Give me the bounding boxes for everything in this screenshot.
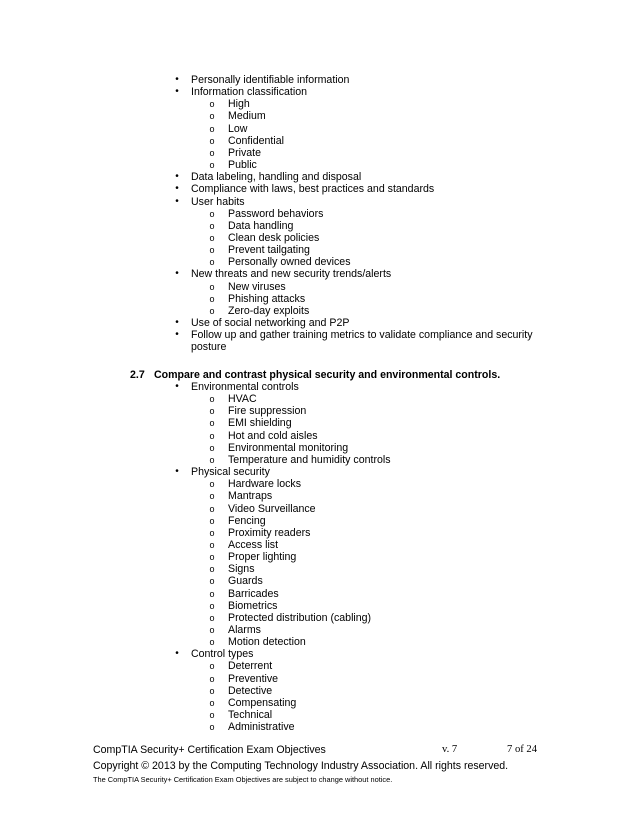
sub-bullet-icon: o [209,576,215,587]
sub-list-item: Fencing [228,514,266,527]
sub-bullet-icon: o [209,442,215,453]
sub-list-item: Barricades [228,587,279,600]
bullet-icon: • [175,317,179,328]
sub-list-item: Protected distribution (cabling) [228,611,372,624]
section-heading: Compare and contrast physical security and environmental controls. [154,369,501,381]
sub-list-item: Zero-day exploits [228,304,310,317]
sub-list-item: Guards [228,575,263,588]
sub-bullet-icon: o [209,135,215,146]
sub-bullet-icon: o [209,637,215,648]
list-item: User habits [191,195,245,208]
bullet-icon: • [175,466,179,478]
sub-list-item: Hardware locks [228,478,302,491]
footer-title: CompTIA Security+ Certification Exam Objectives [93,744,326,756]
list-item: New threats and new security trends/alerts [191,268,392,281]
list-item: Physical security [191,466,270,479]
sub-bullet-icon: o [209,220,215,231]
sub-bullet-icon: o [209,600,215,611]
sub-list-item: Medium [228,110,266,123]
bullet-icon: • [175,195,179,207]
sub-bullet-icon: o [209,539,215,550]
sub-list-item: Proper lighting [228,551,297,564]
sub-bullet-icon: o [209,418,215,429]
sub-bullet-icon: o [209,257,215,268]
sub-bullet-icon: o [209,564,215,575]
list-item: Control types [191,648,254,661]
bullet-icon: • [175,183,179,195]
sub-bullet-icon: o [209,111,215,122]
sub-list-item: Deterrent [228,660,273,673]
sub-list-item: Environmental monitoring [228,441,349,454]
section-number: 2.7 [130,369,145,381]
sub-list-item: Personally owned devices [228,256,351,269]
sub-list-item: Access list [228,538,279,551]
list-item: Compliance with laws, best practices and standards [191,183,435,196]
bullet-icon: • [175,86,179,98]
sub-bullet-icon: o [209,710,215,721]
footer-version: v. 7 [442,744,458,755]
sub-list-item: Confidential [228,134,284,147]
list-item: Use of social networking and P2P [191,317,350,329]
sub-bullet-icon: o [209,430,215,441]
list-item: Data labeling, handling and disposal [191,171,362,184]
bullet-icon: • [175,171,179,183]
sub-bullet-icon: o [209,208,215,219]
sub-list-item: Compensating [228,696,297,709]
sub-list-item: Detective [228,684,273,697]
sub-list-item: Alarms [228,624,261,636]
sub-bullet-icon: o [209,160,215,171]
bullet-icon: • [175,648,179,660]
sub-list-item: Data handling [228,219,294,232]
sub-list-item: Hot and cold aisles [228,429,318,442]
sub-list-item: Proximity readers [228,526,311,539]
bullet-icon: • [175,268,179,280]
bullet-icon: • [175,74,179,85]
sub-bullet-icon: o [209,697,215,708]
sub-bullet-icon: o [209,588,215,599]
list-item: Personally identifiable information [191,74,350,86]
sub-list-item: Signs [228,563,255,576]
sub-list-item: Preventive [228,672,279,685]
sub-bullet-icon: o [209,503,215,514]
sub-bullet-icon: o [209,612,215,623]
sub-list-item: Prevent tailgating [228,244,310,257]
sub-bullet-icon: o [209,661,215,672]
sub-list-item: Mantraps [228,490,273,503]
sub-list-item: Temperature and humidity controls [228,453,391,466]
sub-bullet-icon: o [209,293,215,304]
sub-list-item: High [228,98,250,111]
sub-bullet-icon: o [209,491,215,502]
sub-list-item: Administrative [228,721,295,734]
sub-bullet-icon: o [209,479,215,490]
sub-bullet-icon: o [209,406,215,417]
sub-list-item: Biometrics [228,599,278,612]
sub-list-item: Private [228,146,261,159]
sub-bullet-icon: o [209,305,215,316]
bullet-icon: • [175,381,179,392]
list-item: Information classification [191,86,307,99]
sub-bullet-icon: o [209,147,215,158]
sub-bullet-icon: o [209,454,215,465]
sub-list-item: Motion detection [228,636,306,649]
sub-bullet-icon: o [209,722,215,733]
sub-bullet-icon: o [209,527,215,538]
sub-bullet-icon: o [209,685,215,696]
sub-list-item: HVAC [228,393,257,406]
sub-bullet-icon: o [209,625,215,635]
sub-list-item: Phishing attacks [228,292,306,305]
list-item: Follow up and gather training metrics to validate compliance and security [191,329,533,342]
sub-bullet-icon: o [209,232,215,243]
sub-bullet-icon: o [209,245,215,256]
sub-list-item: Clean desk policies [228,231,320,244]
list-item: Environmental controls [191,381,299,393]
sub-list-item: Password behaviors [228,207,324,220]
sub-list-item: Low [228,122,248,135]
footer-page-number: 7 of 24 [507,744,538,755]
footer-copyright: Copyright © 2013 by the Computing Technology Industry Association. All rights reserved. [93,760,509,772]
sub-list-item: Fire suppression [228,405,307,418]
sub-bullet-icon: o [209,552,215,563]
sub-list-item: Video Surveillance [228,502,316,515]
sub-bullet-icon: o [209,99,215,110]
sub-bullet-icon: o [209,515,215,526]
sub-list-item: EMI shielding [228,417,292,430]
sub-bullet-icon: o [209,281,215,292]
list-item-continuation: posture [191,341,227,354]
sub-list-item: Public [228,159,257,172]
sub-bullet-icon: o [209,673,215,684]
sub-list-item: Technical [228,709,273,722]
footer-notice: The CompTIA Security+ Certification Exam Objectives are subject to change without notice. [93,775,393,784]
sub-bullet-icon: o [209,394,215,405]
sub-list-item: New viruses [228,280,286,293]
bullet-icon: • [175,329,179,341]
sub-bullet-icon: o [209,123,215,134]
